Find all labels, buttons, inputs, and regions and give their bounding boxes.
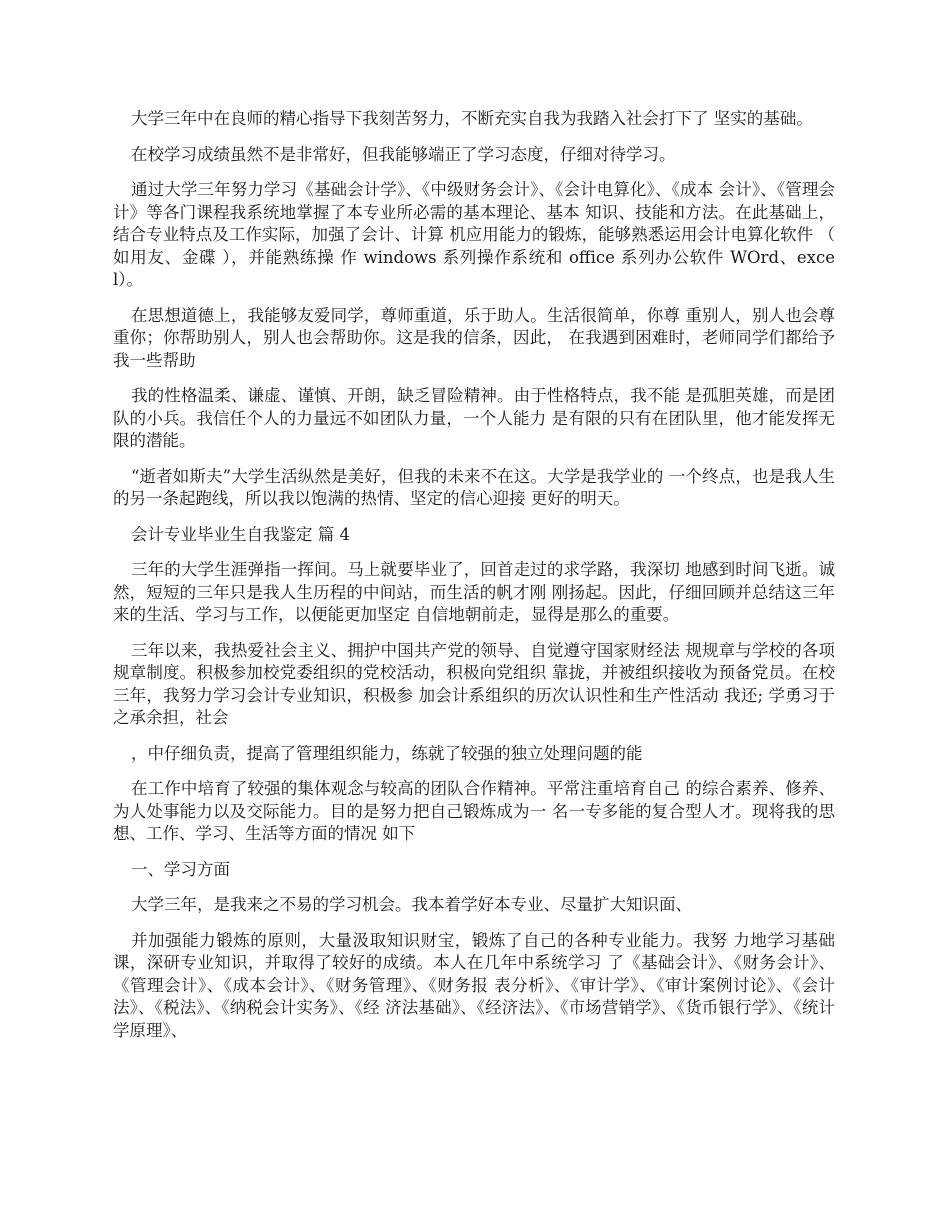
paragraph-1: 大学三年中在良师的精心指导下我刻苦努力，不断充实自我为我踏入社会打下了 坚实的基础。 — [131, 109, 813, 128]
paragraph-2: 在校学习成绩虽然不是非常好，但我能够端正了学习态度，仔细对待学习。 — [131, 144, 676, 164]
paragraph-5: 我的性格温柔、谦虚、谨慎、开朗，缺乏冒险精神。由于性格特点，我不能 是孤胆英雄，而是团队的小兵。我信任个人的力量远不如团队力量，一个人能力 是有限的只有在团队里，他才能发挥无限的潜能。 — [113, 386, 835, 450]
section-heading: 会计专业毕业生自我鉴定 篇 4 — [131, 524, 350, 544]
paragraph-8: 三年以来，我热爱社会主义、拥护中国共产党的领导、自觉遵守国家财经法 规规章与学校的各项规章制度。积极参加校党委组织的党校活动，积极向党组织 靠拢，并被组织接收为预备党员。在校三年，我努力学习会计专业知识，积极参 加会计系组织的历次认识性和生产性活动 我还; 学勇习于之承余担，社会 — [113, 640, 835, 727]
paragraph-12: 并加强能力锻炼的原则，大量汲取知识财宝，锻炼了自己的各种专业能力。我努 力地学习基础课，深研专业知识，并取得了较好的成绩。本人在几年中系统学习 了《基础会计》、《财务会计》、《管理会计》、《成本会计》、《财务管理》、《财务报 表分析》、《审计学》、《审计案例讨论》、《会计法》、《税法》、《纳税会计实务》、《经 济法基础》、《经济法》、《市场营销学》、《货币银行学》、《统计学原理》、 — [113, 930, 835, 1040]
subsection-heading: 一、学习方面 — [131, 859, 230, 879]
paragraph-7: 三年的大学生涯弹指一挥间。马上就要毕业了，回首走过的求学路，我深切 地感到时间飞逝。诚然，短短的三年只是我人生历程的中间站，而生活的帆才刚 刚扬起。因此，仔细回顾并总结这三年来的生活、学习与工作，以便能更加坚定 自信地朝前走，显得是那么的重要。 — [113, 560, 835, 624]
paragraph-11: 大学三年，是我来之不易的学习机会。我本着学好本专业、尽量扩大知识面、 — [131, 895, 692, 914]
paragraph-3: 通过大学三年努力学习《基础会计学》、《中级财务会计》、《会计电算化》、《成本 会计》、《管理会计》等各门课程我系统地掌握了本专业所必需的基本理论、基本 知识、技能和方法。在此基础上，结合专业特点及工作实际，加强了会计、计算 机应用能力的锻炼，能够熟悉运用会计电算化软件 （ 如用友、金碟 ），并能熟练操 作 windows 系列操作系统和 office 系列办公软件 WOrd、excel）。 — [113, 180, 835, 289]
document-page — [113, 108, 835, 1055]
paragraph-10: 在工作中培育了较强的集体观念与较高的团队合作精神。平常注重培育自己 的综合素养、修养、为人处事能力以及交际能力。目的是努力把自己锻炼成为一 名一专多能的复合型人才。现将我的思想、工作、学习、生活等方面的情况 如下 — [113, 779, 835, 843]
paragraph-4: 在思想道德上，我能够友爱同学，尊师重道，乐于助人。生活很简单，你尊 重别人，别人也会尊重你；你帮助别人，别人也会帮助你。这是我的信条，因此， 在我遇到困难时，老师同学们都给予我一些帮助 — [113, 305, 835, 370]
paragraph-9: ，中仔细负责，提高了管理组织能力，练就了较强的独立处理问题的能 — [131, 743, 643, 763]
paragraph-6: “逝者如斯夫”大学生活纵然是美好，但我的未来不在这。大学是我学业的 一个终点，也是我人生的另一条起跑线，所以我以饱满的热情、坚定的信心迎接 更好的明天。 — [113, 466, 835, 508]
